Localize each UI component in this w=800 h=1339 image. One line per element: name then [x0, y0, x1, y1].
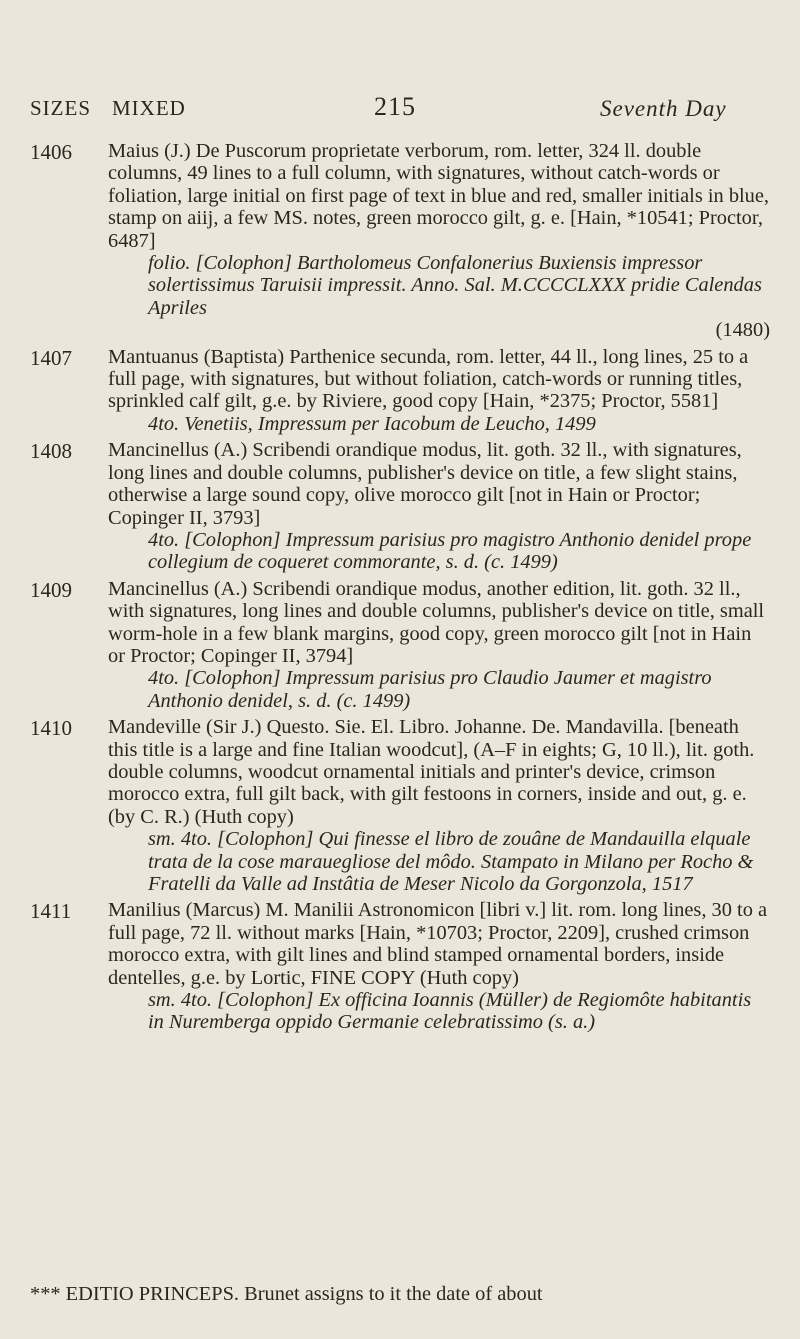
entry-description: Maius (J.) De Puscorum proprietate verborum, rom. letter, 324 ll. double columns, 49 lines to a full column, with signatures, without catch-words or foliation, large initial on first page of text in blue and red, smaller initials in blue, stamp on aiij, a few MS. notes, green morocco gilt, g. e. [Hain, *10541; Proctor, 6487]: [108, 140, 770, 252]
catalogue-entry-1407: [0, 346, 800, 436]
catalogue-entry-1406: [0, 140, 800, 342]
entry-colophon: folio. [Colophon] Bartholomeus Confalonerius Buxiensis impressor solertissimus Taruisii impressit. Anno. Sal. M.CCCCLXXX pridie Calendas Apriles: [148, 252, 762, 319]
lot-number: 1409: [30, 577, 72, 602]
footnote: *** EDITIO PRINCEPS. Brunet assigns to it the date of about: [30, 1283, 543, 1305]
entry-date: (1480): [715, 319, 770, 342]
lot-number: 1406: [30, 140, 72, 164]
entry-description: Manilius (Marcus) M. Manilii Astronomicon [libri v.] lit. rom. long lines, 30 to a full page, 72 ll. without marks [Hain, *10703; Proctor, 2209], crushed crimson morocco extra, with gilt lines and blind stamped ornamental borders, inside dentelles, g.e. by Lortic, FINE COPY (Huth copy): [108, 899, 768, 989]
lot-number: 1411: [30, 899, 72, 924]
entry-colophon: 4to. [Colophon] Impressum parisius pro Claudio Jaumer et magistro Anthonio denidel, s. d. (c. 1499): [148, 667, 712, 712]
entry-colophon: sm. 4to. [Colophon] Qui finesse el libro de zouâne de Mandauilla elquale trata de la cose marauegliose del môdo. Stampato in Milano per Rocho & Fratelli da Valle ad Instâtia de Meser Nicolo da Gorgonzola, 1517: [148, 828, 754, 895]
entry-description: Mancinellus (A.) Scribendi orandique modus, lit. goth. 32 ll., with signatures, long lines and double columns, publisher's device on title, a few slight stains, otherwise a large sound copy, olive morocco gilt [not in Hain or Proctor; Copinger II, 3793]: [108, 439, 742, 529]
catalogue-entry-1408: [0, 439, 800, 573]
lot-number: 1408: [30, 439, 72, 464]
entry-colophon: sm. 4to. [Colophon] Ex officina Ioannis (Müller) de Regiomôte habitantis in Nuremberga oppido Germanie celebratissimo (s. a.): [148, 989, 752, 1034]
header-sizes: SIZES: [30, 96, 92, 120]
entry-colophon: 4to. [Colophon] Impressum parisius pro magistro Anthonio denidel prope collegium de coqueret commorante, s. d. (c. 1499): [148, 528, 752, 574]
lot-number: 1407: [30, 345, 72, 370]
entry-colophon: 4to. Venetiis, Impressum per Iacobum de Leucho, 1499: [148, 412, 596, 435]
header-section: Seventh Day: [600, 96, 727, 121]
entry-description: Mantuanus (Baptista) Parthenice secunda, rom. letter, 44 ll., long lines, 25 to a full page, with signatures, but without foliation, catch-words or running titles, sprinkled calf gilt, g.e. by Riviere, good copy [Hain, *2375; Proctor, 5581]: [108, 345, 749, 413]
catalogue-entry-1411: [0, 899, 800, 1033]
page-header: [0, 92, 800, 130]
lot-number: 1410: [30, 716, 72, 741]
page-number: 215: [374, 92, 416, 121]
header-mixed: MIXED: [112, 96, 186, 120]
catalogue-entries: [0, 140, 800, 1038]
entry-description: Mandeville (Sir J.) Questo. Sie. El. Libro. Johanne. De. Mandavilla. [beneath this title is a large and fine Italian woodcut], (A–F in eights; G, 10 ll.), lit. goth. double columns, woodcut ornamental initials and printer's device, crimson morocco extra, full gilt back, with gilt festoons in corners, inside and out, g. e. (by C. R.) (Huth copy): [108, 716, 755, 828]
catalogue-entry-1409: [0, 578, 800, 712]
catalogue-entry-1410: [0, 716, 800, 895]
entry-description: Mancinellus (A.) Scribendi orandique modus, another edition, lit. goth. 32 ll., with signatures, long lines and double columns, publisher's device on title, small worm-hole in a few blank margins, good copy, green morocco gilt [not in Hain or Proctor; Copinger II, 3794]: [108, 577, 765, 667]
